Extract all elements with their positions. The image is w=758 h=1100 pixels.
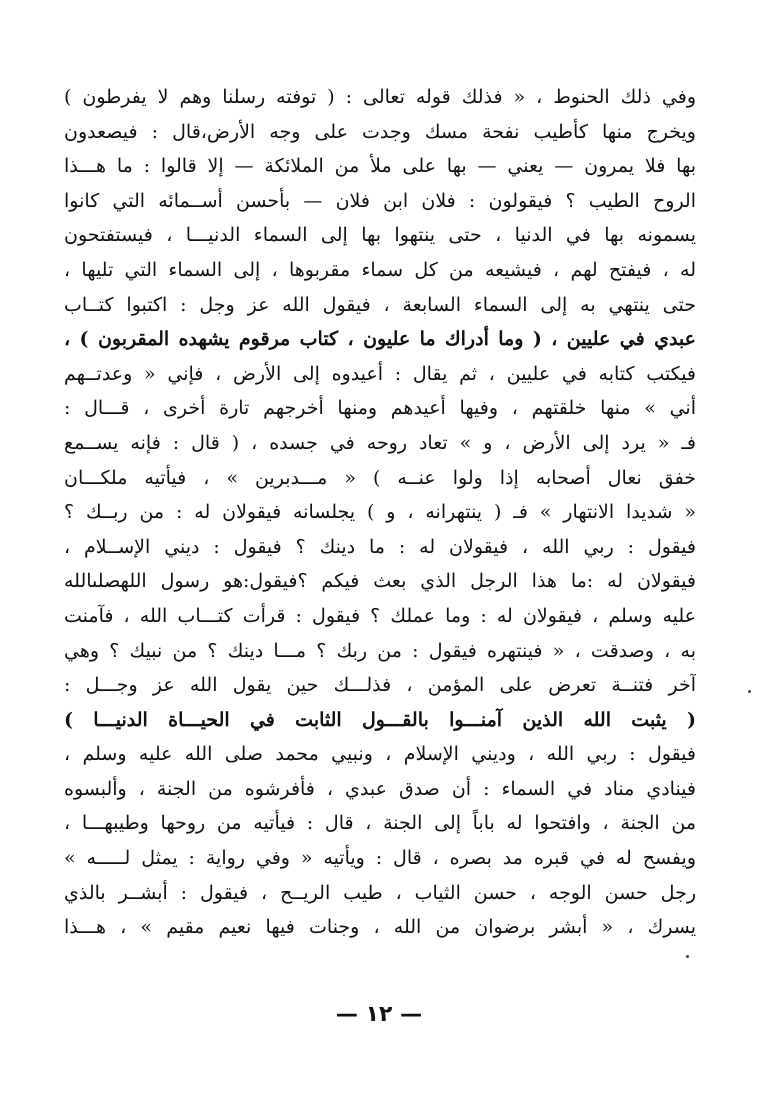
- text-line: أني » منها خلقتهم ، وفيها أعيدهم ومنها أخرجهم تارة أخرى ، قـــال :: [64, 397, 696, 420]
- text-line: ويخرج منها كأطيب نفحة مسك وجدت على وجه الأرض،قال : فيصعدون: [64, 120, 696, 143]
- text-line: فيقول : ربي الله ، وديني الإسلام ، ونبيي محمد صلى الله عليه وسلم ،: [64, 743, 696, 766]
- text-line: به ، وصدقت ، « فينتهره فيقول : من ربك ؟ مـــا دينك ؟ من نبيك ؟ وهي: [64, 639, 696, 662]
- text-line: فيقول : ربي الله ، فيقولان له : ما دينك ؟ فيقول : ديني الإســلام ،: [64, 535, 696, 558]
- text-line: ( يثبت الله الذين آمنـــوا بالقـــول الثابت في الحيـــاة الدنيـــا ): [64, 708, 696, 731]
- page-number: — ١٢ —: [335, 1002, 423, 1027]
- text-line: يسرك ، « أبشر برضوان من الله ، وجنات فيها نعيم مقيم » ، هـــذا: [64, 916, 696, 939]
- text-line: من الجنة ، وافتحوا له باباً إلى الجنة ، قال : فيأتيه من روحها وطيبهـــا ،: [64, 812, 696, 835]
- text-line: آخر فتنــة تعرض على المؤمن ، فذلـــك حين يقول الله عز وجـــل :: [64, 674, 696, 697]
- text-line: يسمونه بها في الدنيا ، حتى ينتهوا بها إلى السماء الدنيـــا ، فيستفتحون: [64, 224, 696, 247]
- text-line: بها فلا يمرون — يعني — بها على ملأ من الملائكة — إلا قالوا : ما هـــذا: [64, 155, 696, 178]
- text-line: « شديدا الانتهار » فـ ( ينتهرانه ، و ) يجلسانه فيقولان له : من ربــك ؟: [64, 501, 696, 524]
- text-line: رجل حسن الوجه ، حسن الثياب ، طيب الريــح ، فيقول : أبشــر بالذي: [64, 881, 696, 904]
- text-line: فينادي مناد في السماء : أن صدق عبدي ، فأفرشوه من الجنة ، وألبسوه: [64, 777, 696, 800]
- scan-speck: [748, 690, 751, 693]
- text-line: خفق نعال أصحابه إذا ولوا عنــه ) « مـــدبرين » ، فيأتيه ملكـــان: [64, 466, 696, 489]
- body-text: [64, 80, 696, 945]
- text-line: عليه وسلم ، فيقولان له : وما عملك ؟ فيقول : قرأت كتـــاب الله ، فآمنت: [64, 604, 696, 627]
- text-line: فـ « يرد إلى الأرض ، و » تعاد روحه في جسده ، ( قال : فإنه يســمع: [64, 431, 696, 454]
- text-line: فيقولان له :ما هذا الرجل الذي بعث فيكم ؟فيقول:هو رسول اللهصلىالله: [64, 570, 696, 593]
- text-line: عبدي في عليين ، ( وما أدراك ما عليون ، كتاب مرقوم يشهده المقربون ) ،: [64, 328, 696, 351]
- text-line: فيكتب كتابه في عليين ، ثم يقال : أعيدوه إلى الأرض ، فإني « وعدتــهم: [64, 362, 696, 385]
- scan-speck: [686, 955, 689, 958]
- text-line: الروح الطيب ؟ فيقولون : فلان ابن فلان — بأحسن أســمائه التي كانوا: [64, 189, 696, 212]
- text-line: له ، فيفتح لهم ، فيشيعه من كل سماء مقربوها ، إلى السماء التي تليها ،: [64, 258, 696, 281]
- text-line: ويفسح له في قبره مد بصره ، قال : ويأتيه « وفي رواية : يمثل لـــــه »: [64, 847, 696, 870]
- text-line: وفي ذلك الحنوط ، « فذلك قوله تعالى : ( توفته رسلنا وهم لا يفرطون ): [64, 86, 696, 108]
- text-line: حتى ينتهي به إلى السماء السابعة ، فيقول الله عز وجل : اكتبوا كتــاب: [64, 293, 696, 316]
